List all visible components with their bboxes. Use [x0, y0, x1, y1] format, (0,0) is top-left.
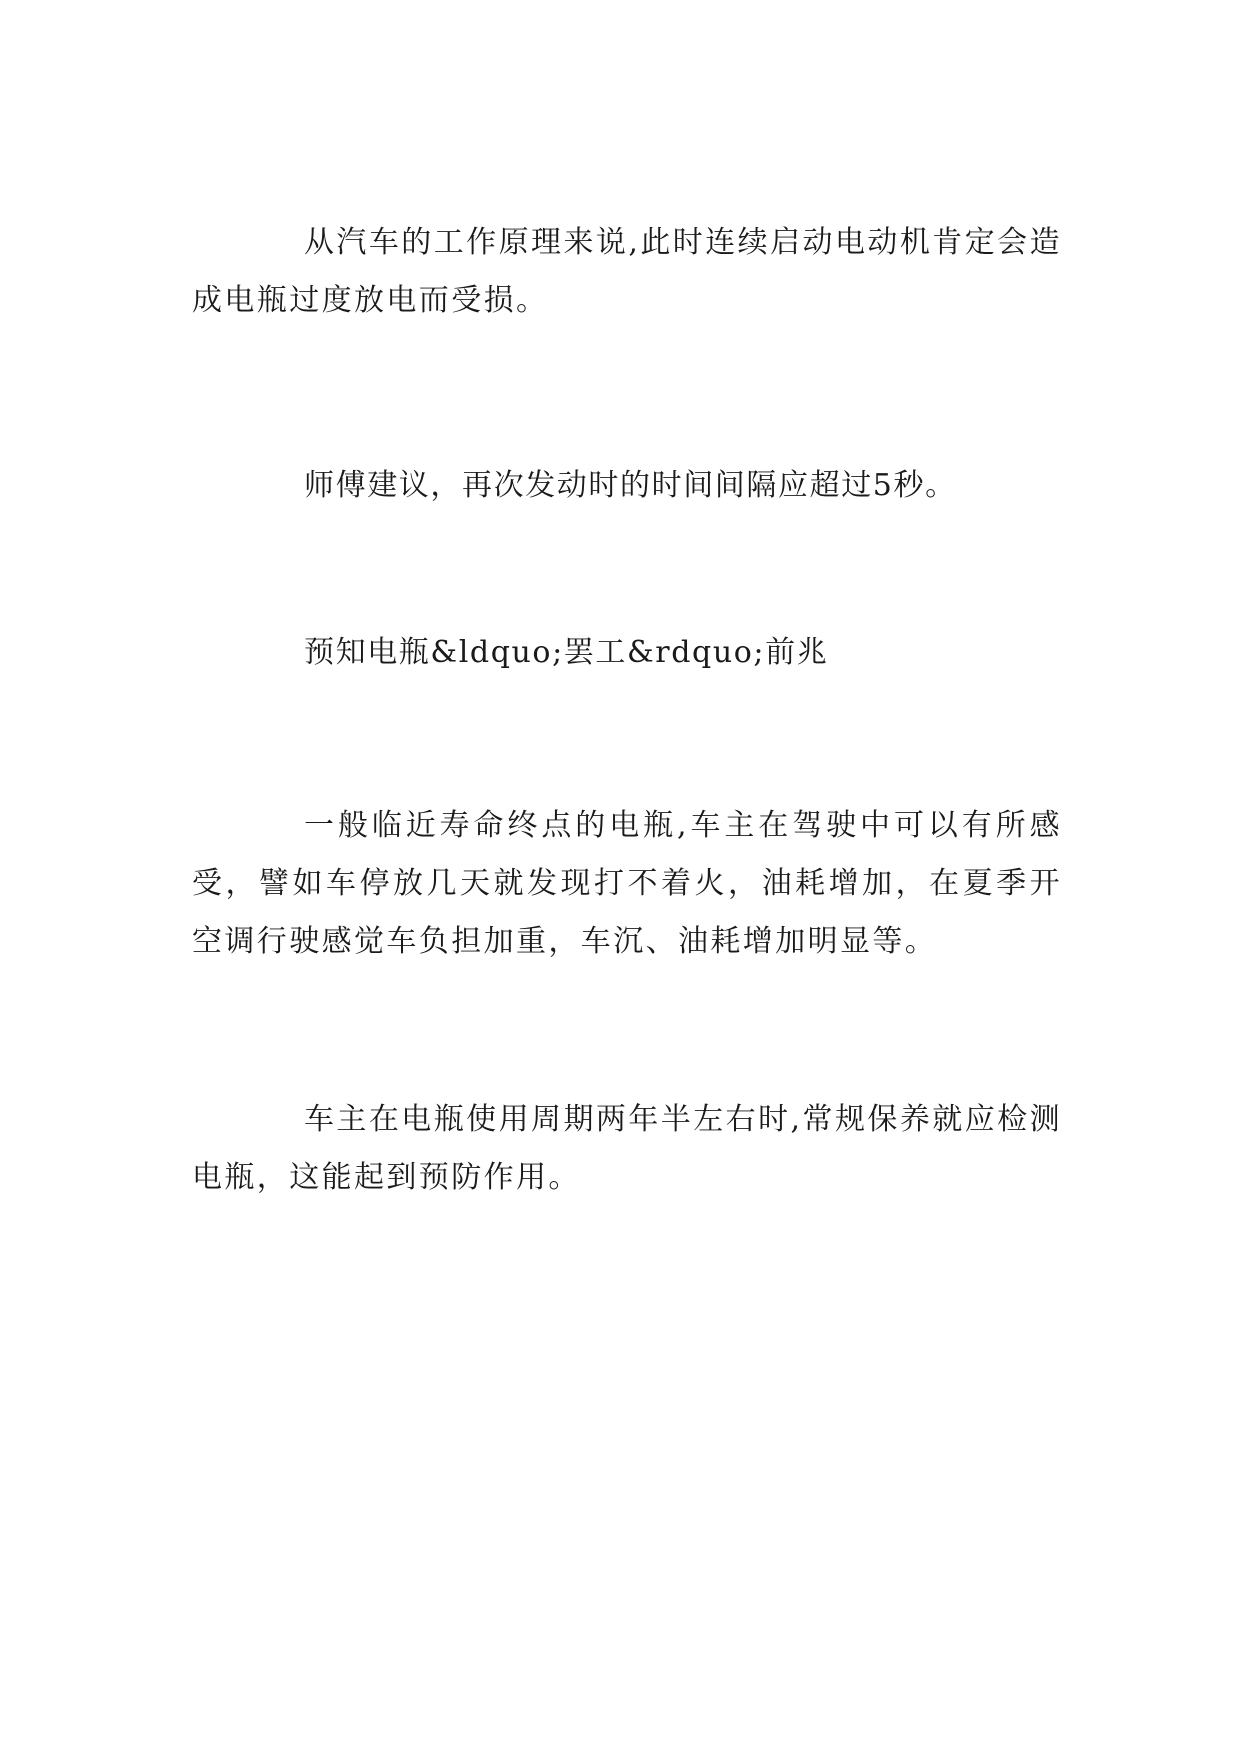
paragraph-end-of-life-symptoms: 一般临近寿命终点的电瓶,车主在驾驶中可以有所感受，譬如车停放几天就发现打不着火，油耗增加，在夏季开空调行驶感觉车负担加重，车沉、油耗增加明显等。: [192, 808, 1062, 959]
paragraph-startup-damage: 从汽车的工作原理来说,此时连续启动电动机肯定会造成电瓶过度放电而受损。: [192, 225, 1062, 318]
paragraph-maintenance-check: 车主在电瓶使用周期两年半左右时,常规保养就应检测电瓶，这能起到预防作用。: [192, 1102, 1062, 1195]
paragraph-interval-advice: 师傅建议，再次发动时的时间间隔应超过5秒。: [304, 468, 957, 503]
section-heading-warning-signs: 预知电瓶&ldquo;罢工&rdquo;前兆: [304, 635, 829, 670]
